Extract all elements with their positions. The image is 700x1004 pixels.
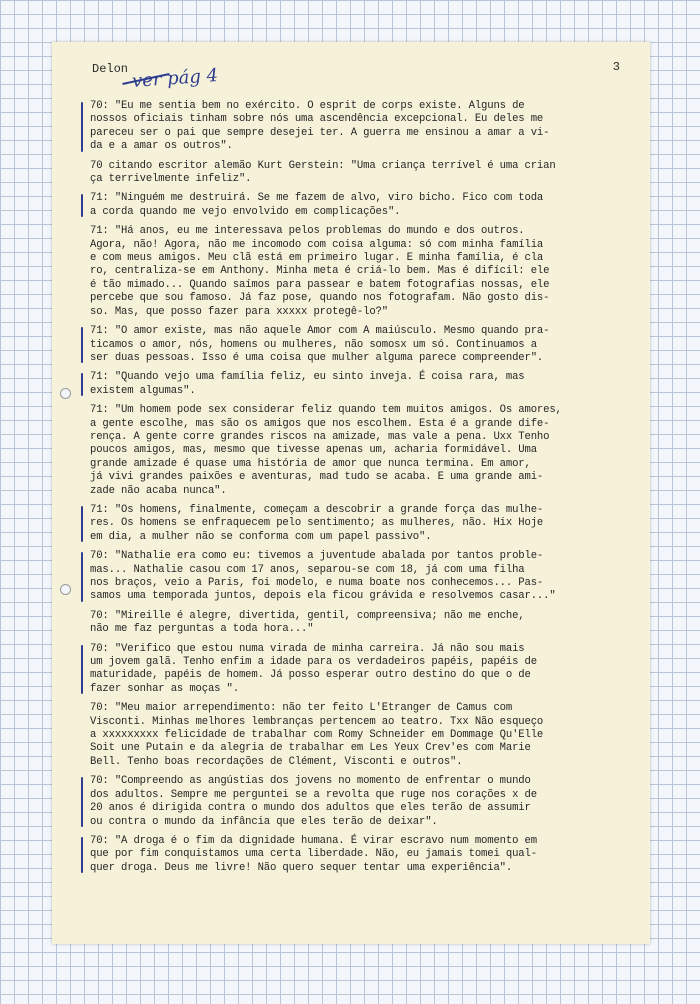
- quote-paragraph: 71: "Um homem pode sex considerar feliz quando tem muitos amigos. Os amores, a gente escolhe, mas são os amigos que nos escolhem. Esta é a grande dife- rença. A gente corre grandes riscos na amizade, mas vale a pena. Uxx Tenho poucos amigos, mas, mesmo que tivesse apenas um, acharia formidável. Uma grande amizade é quase uma história de amor que nunca termina. Em amor, já vivi grandes paixões e aventuras, mad tudo se acaba. E uma grande ami- zade não acaba nunca".: [90, 404, 562, 497]
- quote-list: [90, 100, 642, 881]
- typewritten-page: [52, 42, 650, 944]
- quote-paragraph: 70: "Eu me sentia bem no exército. O esprit de corps existe. Alguns de nossos oficiais tinham sobre nós uma ascendência excepcional. Eu deles me pareceu ser o pai que sempre desejei ter. A guerra me ensinou a amar a vi- da e a amar os outros".: [90, 100, 642, 154]
- quote-paragraph: 71: "Quando vejo uma família feliz, eu sinto inveja. É coisa rara, mas existem algumas".: [90, 371, 642, 398]
- punch-hole: [60, 388, 71, 399]
- quote-paragraph: 70 citando escritor alemão Kurt Gerstein: "Uma criança terrível é uma crian ça terrivelmente infeliz".: [90, 159, 556, 186]
- punch-hole: [60, 584, 71, 595]
- page-number: 3: [612, 60, 620, 74]
- quote-paragraph: 70: "A droga é o fim da dignidade humana. É virar escravo num momento em que por fim conquistamos uma certa liberdade. Não, eu jamais tomei qual- quer droga. Deus me livre! Não quero sequer tentar uma experiência".: [90, 835, 642, 875]
- quote-paragraph: 70: "Compreendo as angústias dos jovens no momento de enfrentar o mundo dos adultos. Sempre me perguntei se a revolta que ruge nos corações x de 20 anos é dirigida contra o mundo dos adultos que eles terão de assumir ou contra o mundo da infância que eles terão de deixar".: [90, 775, 642, 829]
- quote-paragraph: 70: "Verifico que estou numa virada de minha carreira. Já não sou mais um jovem galã. Tenho enfim a idade para os verdadeiros papéis, papéis de maturidade, papéis de homem. Já posso esperar outro destino do que o de fazer sonhar as moças ".: [90, 643, 642, 697]
- quote-paragraph: 71: "Há anos, eu me interessava pelos problemas do mundo e dos outros. Agora, não! Agora, não me incomodo com coisa alguma: só com minha família e com meus amigos. Meu clã está em primeiro lugar. E minha família, é cla ro, centraliza-se em Anthony. Minha meta é criá-lo bem. Mas é difícil: ele é tão mimado... Quando saímos para passear e batem fotografias nossas, ele percebe que sou famoso. Já faz pose, quando nos fotografam. Não gosto dis- so. Mas, que posso fazer para xxxxx protegê-lo?": [90, 225, 550, 318]
- quote-paragraph: 70: "Meu maior arrependimento: não ter feito L'Etranger de Camus com Visconti. Minhas melhores lembranças pertencem ao teatro. Txx Não esqueço a xxxxxxxxx felicidade de trabalhar com Romy Schneider em Dommage Qu'Elle Soit une Putain e da alegria de trabalhar em Les Yeux Crev'es com Marie Bell. Tenho boas recordações de Clément, Visconti e outros".: [90, 702, 544, 768]
- quote-paragraph: 71: "O amor existe, mas não aquele Amor com A maiúsculo. Mesmo quando pra- ticamos o amor, nós, homens ou mulheres, não somosx um só. Continuamos a ser duas pessoas. Isso é uma coisa que mulher alguma parece compreender".: [90, 325, 642, 365]
- header-name: Delon: [92, 62, 129, 76]
- quote-paragraph: 70: "Mireille é alegre, divertida, gentil, compreensiva; não me enche, não me faz perguntas a toda hora...": [90, 609, 525, 636]
- handwritten-note: ver pág 4: [131, 65, 219, 92]
- quote-paragraph: 71: "Os homens, finalmente, começam a descobrir a grande força das mulhe- res. Os homens se enfraquecem pelo sentimento; as mulheres, não. Hix Hoje em dia, a mulher não se conforma com um papel passivo".: [90, 504, 642, 544]
- quote-paragraph: 71: "Ninguém me destruirá. Se me fazem de alvo, viro bicho. Fico com toda a corda quando me vejo envolvido em complicações".: [90, 192, 642, 219]
- quote-paragraph: 70: "Nathalie era como eu: tivemos a juventude abalada por tantos proble- mas... Nathalie casou com 17 anos, separou-se com 18, já com uma filha nos braços, veio a Paris, foi modelo, e numa boate nos conhecemos... Pas- samos uma temporada juntos, depois ela ficou grávida e resolvemos casar...": [90, 550, 642, 604]
